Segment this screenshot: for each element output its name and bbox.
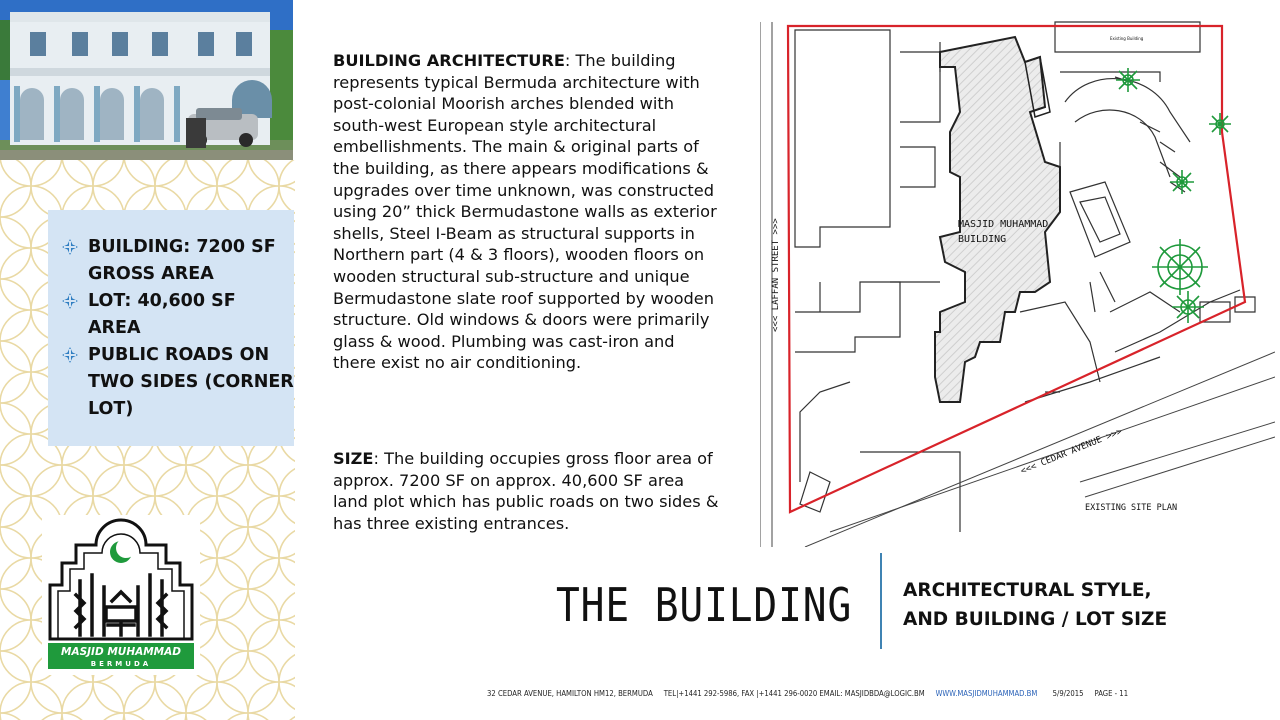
title-divider (880, 553, 882, 649)
list-item: PUBLIC ROADS ON TWO SIDES (CORNER LOT) (62, 342, 294, 423)
footer-contact: TEL|+1441 292-5986, FAX |+1441 296-0020 EMAIL: MASJIDBDA@LOGIC.BM (663, 689, 925, 698)
page-number: PAGE - 11 (1094, 689, 1129, 698)
key-facts-box (48, 210, 294, 446)
key-facts-list (48, 210, 294, 423)
size-paragraph (333, 448, 721, 534)
slide-subtitle (903, 576, 1167, 634)
laffan-street-label: <<< LAFFAN STREET >>> (771, 218, 781, 332)
architecture-heading: BUILDING ARCHITECTURE (333, 51, 565, 70)
building-label-2: BUILDING (958, 234, 1007, 245)
subtitle-line-2: AND BUILDING / LOT SIZE (903, 609, 1168, 630)
size-text: : The building occupies gross floor area of approx. 7200 SF on approx. 40,600 SF area land plot which has public roads on two sides & has three existing entrances. (333, 449, 719, 533)
cedar-avenue-label: <<< CEDAR AVENUE >>> (1019, 426, 1124, 477)
logo-name: MASJID MUHAMMAD (61, 646, 181, 658)
size-heading: SIZE (333, 449, 374, 468)
slide-footer (487, 689, 1128, 698)
logo-location: BERMUDA (90, 660, 152, 668)
footer-address: 32 CEDAR AVENUE, HAMILTON HM12, BERMUDA (487, 689, 653, 698)
building-photo (0, 0, 293, 160)
footer-date: 5/9/2015 (1052, 689, 1084, 698)
diamond-bullet-icon (62, 293, 78, 309)
architecture-text: : The building represents typical Bermuda architecture with post-colonial Moorish arches blended with south-west European style architectural embellishments. The main & original parts of the building, as there appears modifications & upgrades over time unknown, was constructed using 20” thick Bermudastone walls as exterior shells, Steel I-Beam as structural supports in Northern part (4 & 3 floors), wooden floors on wooden structural sub-structure and unique Bermudastone slate roof supported by wooden structure. Old windows & doors were primarily glass & wood. Plumbing was cast-iron and there exist no air conditioning. (333, 51, 717, 373)
site-plan-caption: EXISTING SITE PLAN (1085, 503, 1178, 513)
diamond-bullet-icon (62, 347, 78, 363)
existing-site-plan (760, 12, 1275, 547)
building-label: MASJID MUHAMMAD (958, 219, 1049, 230)
existing-building-label: Existing Building (1110, 36, 1144, 41)
footer-website-link[interactable]: WWW.MASJIDMUHAMMAD.BM (935, 689, 1038, 698)
masjid-muhammad-logo (42, 515, 200, 675)
list-item: LOT: 40,600 SF AREA (62, 288, 294, 342)
architecture-paragraph (333, 50, 721, 374)
list-item: BUILDING: 7200 SF GROSS AREA (62, 234, 294, 288)
slide-title: THE BUILDING (556, 578, 853, 632)
subtitle-line-1: ARCHITECTURAL STYLE, (903, 580, 1152, 601)
diamond-bullet-icon (62, 239, 78, 255)
